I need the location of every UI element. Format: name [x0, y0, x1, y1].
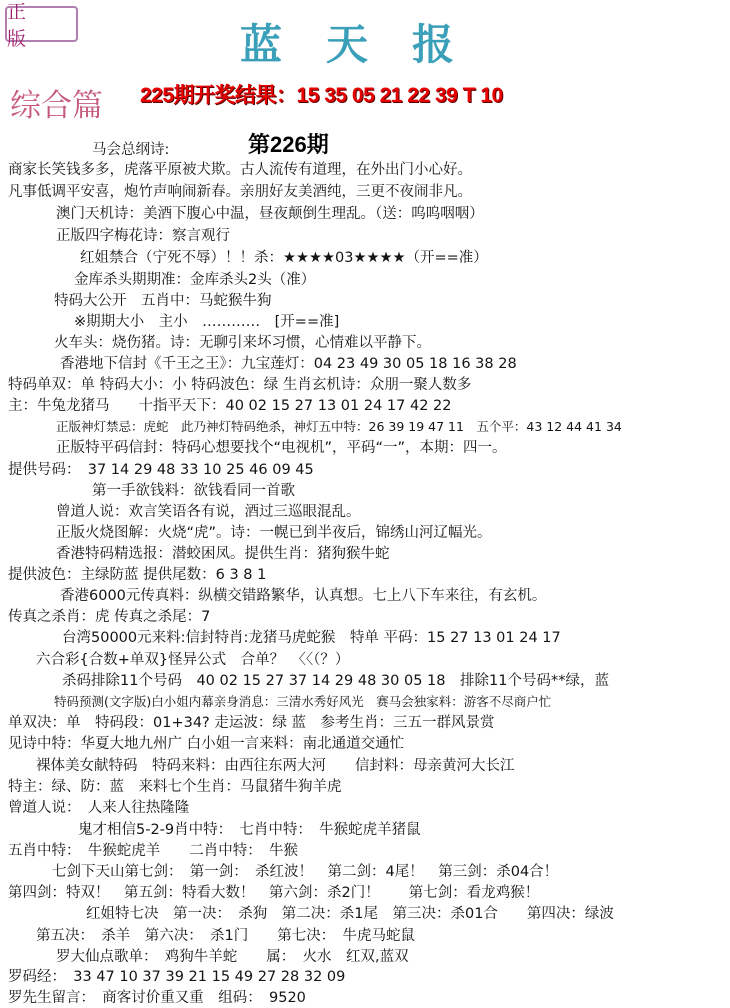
text-line: 五肖中特： 牛猴蛇虎羊 二肖中特： 牛猴: [8, 843, 298, 859]
text-line: 商家长笑钱多多，虎落平原被犬欺。古人流传有道理，在外出门小心好。: [8, 162, 472, 178]
text-line: 罗先生留言： 商客讨价重又重 组码： 9520: [8, 990, 306, 1006]
text-line: 罗大仙点歌单： 鸡狗牛羊蛇 属： 火水 红双,蓝双: [56, 949, 409, 965]
text-line: 香港6000元传真料：纵横交错路繁华，认真想。七上八下车来往，有玄机。: [60, 588, 547, 604]
text-line: 曾道人说：欢言笑语各有说，酒过三巡眼混乱。: [56, 504, 361, 520]
text-line: 正版四字梅花诗：察言观行: [56, 228, 230, 244]
text-line: 香港地下信封《千王之王》：九宝莲灯：04 23 49 30 05 18 16 38 28: [60, 356, 517, 372]
section-title: 综合篇: [10, 88, 103, 124]
text-line: 提供波色：主绿防蓝 提供尾数：6 3 8 1: [8, 567, 267, 583]
authentic-badge: 正 版: [5, 6, 78, 42]
text-line: 裸体美女献特码 特码来料：由西往东两大河 信封料：母亲黄河大长江: [36, 758, 515, 774]
text-line: 红姐禁合（宁死不辱）！！杀：★★★★03★★★★（开==准）: [80, 250, 488, 266]
text-line: 特码单双：单 特码大小：小 特码波色：绿 生肖玄机诗：众朋一聚人数多: [8, 377, 472, 393]
text-line: 特主：绿、防：蓝 来料七个生肖：马鼠猪牛狗羊虎: [8, 779, 342, 795]
text-line: 正版火烧图解：火烧“虎”。诗：一幌已到半夜后，锦绣山河辽幅光。: [56, 525, 492, 541]
text-line: ※期期大小 主小 ………… [开==准]: [74, 314, 340, 330]
text-line: 传真之杀肖：虎 传真之杀尾：7: [8, 609, 211, 625]
text-line: 鬼才相信5-2-9肖中特： 七肖中特： 牛猴蛇虎羊猪鼠: [78, 822, 421, 838]
text-line: 正版特平码信封：特码心想要找个“电视机”，平码“一”，本期：四一。: [56, 440, 507, 456]
text-line: 七剑下天山第七剑： 第一剑： 杀红波！ 第二剑：4尾！ 第三剑：杀04合！: [52, 864, 559, 880]
text-line: 六合彩{合数+单双}怪异公式 合单？ 〈〈（？）: [36, 652, 350, 668]
text-line: 红姐特七决 第一决： 杀狗 第二决：杀1尾 第三决：杀01合 第四决：绿波: [86, 906, 614, 922]
text-line: 火车头：烧伤猪。诗：无聊引来坏习惯，心情难以平静下。: [54, 335, 431, 351]
text-line: 香港特码精选报：潜蛟困凤。提供生肖：猪狗猴牛蛇: [56, 546, 390, 562]
text-line: 澳门天机诗：美酒下腹心中温，昼夜颠倒生理乱。（送：呜呜咽咽）: [56, 206, 484, 222]
text-line: 金库杀头期期准：金库杀头2头（准）: [74, 272, 316, 288]
text-line: 特码大公开 五肖中：马蛇猴牛狗: [54, 293, 272, 309]
text-line: 曾道人说： 人来人往热隆隆: [8, 800, 190, 816]
text-line: 马会总纲诗:: [92, 142, 170, 158]
text-line: 主：牛兔龙猪马 十指平天下：40 02 15 27 13 01 24 17 42 22: [8, 398, 452, 414]
text-line: 第四剑：特双！ 第五剑：特看大数！ 第六剑：杀2门！ 第七剑：看龙鸡猴！: [8, 885, 540, 901]
text-line: 台湾50000元来料:信封特肖:龙猪马虎蛇猴 特单 平码：15 27 13 01 24 17: [62, 630, 561, 646]
text-line: 单双决：单 特码段：01+34? 走运波：绿 蓝 参考生肖：三五一群风景赏: [8, 715, 495, 731]
draw-result: 225期开奖结果：15 35 05 21 22 39 T 10: [140, 84, 503, 107]
text-line: 第五决： 杀羊 第六决： 杀1门 第七决： 牛虎马蛇鼠: [36, 928, 415, 944]
issue-number: 第226期: [248, 132, 329, 157]
text-line: 凡事低调平安喜，炮竹声响闹新春。亲朋好友美酒纯，三更不夜闹非凡。: [8, 184, 472, 200]
newspaper-title: 蓝天报: [240, 20, 499, 69]
text-line: 杀码排除11个号码 40 02 15 27 37 14 29 48 30 05 18 排除11个号码**绿，蓝: [62, 673, 609, 689]
text-line: 特码预测(文字版)白小姐内幕亲身消息：三清水秀好风光 赛马会独家料：游客不尽商户忙: [54, 694, 552, 709]
text-line: 见诗中特：华夏大地九州广 白小姐一言来料：南北通道交通忙: [8, 736, 405, 752]
text-line: 提供号码： 37 14 29 48 33 10 25 46 09 45: [8, 462, 314, 478]
text-line: 正版神灯禁忌：虎蛇 此乃神灯特码绝杀，神灯五中特：26 39 19 47 11 五个平：43 12 44 41 34: [56, 419, 622, 434]
text-line: 第一手欲钱料：欲钱看同一首歌: [92, 483, 295, 499]
text-line: 罗码经： 33 47 10 37 39 21 15 49 27 28 32 09: [8, 969, 346, 985]
